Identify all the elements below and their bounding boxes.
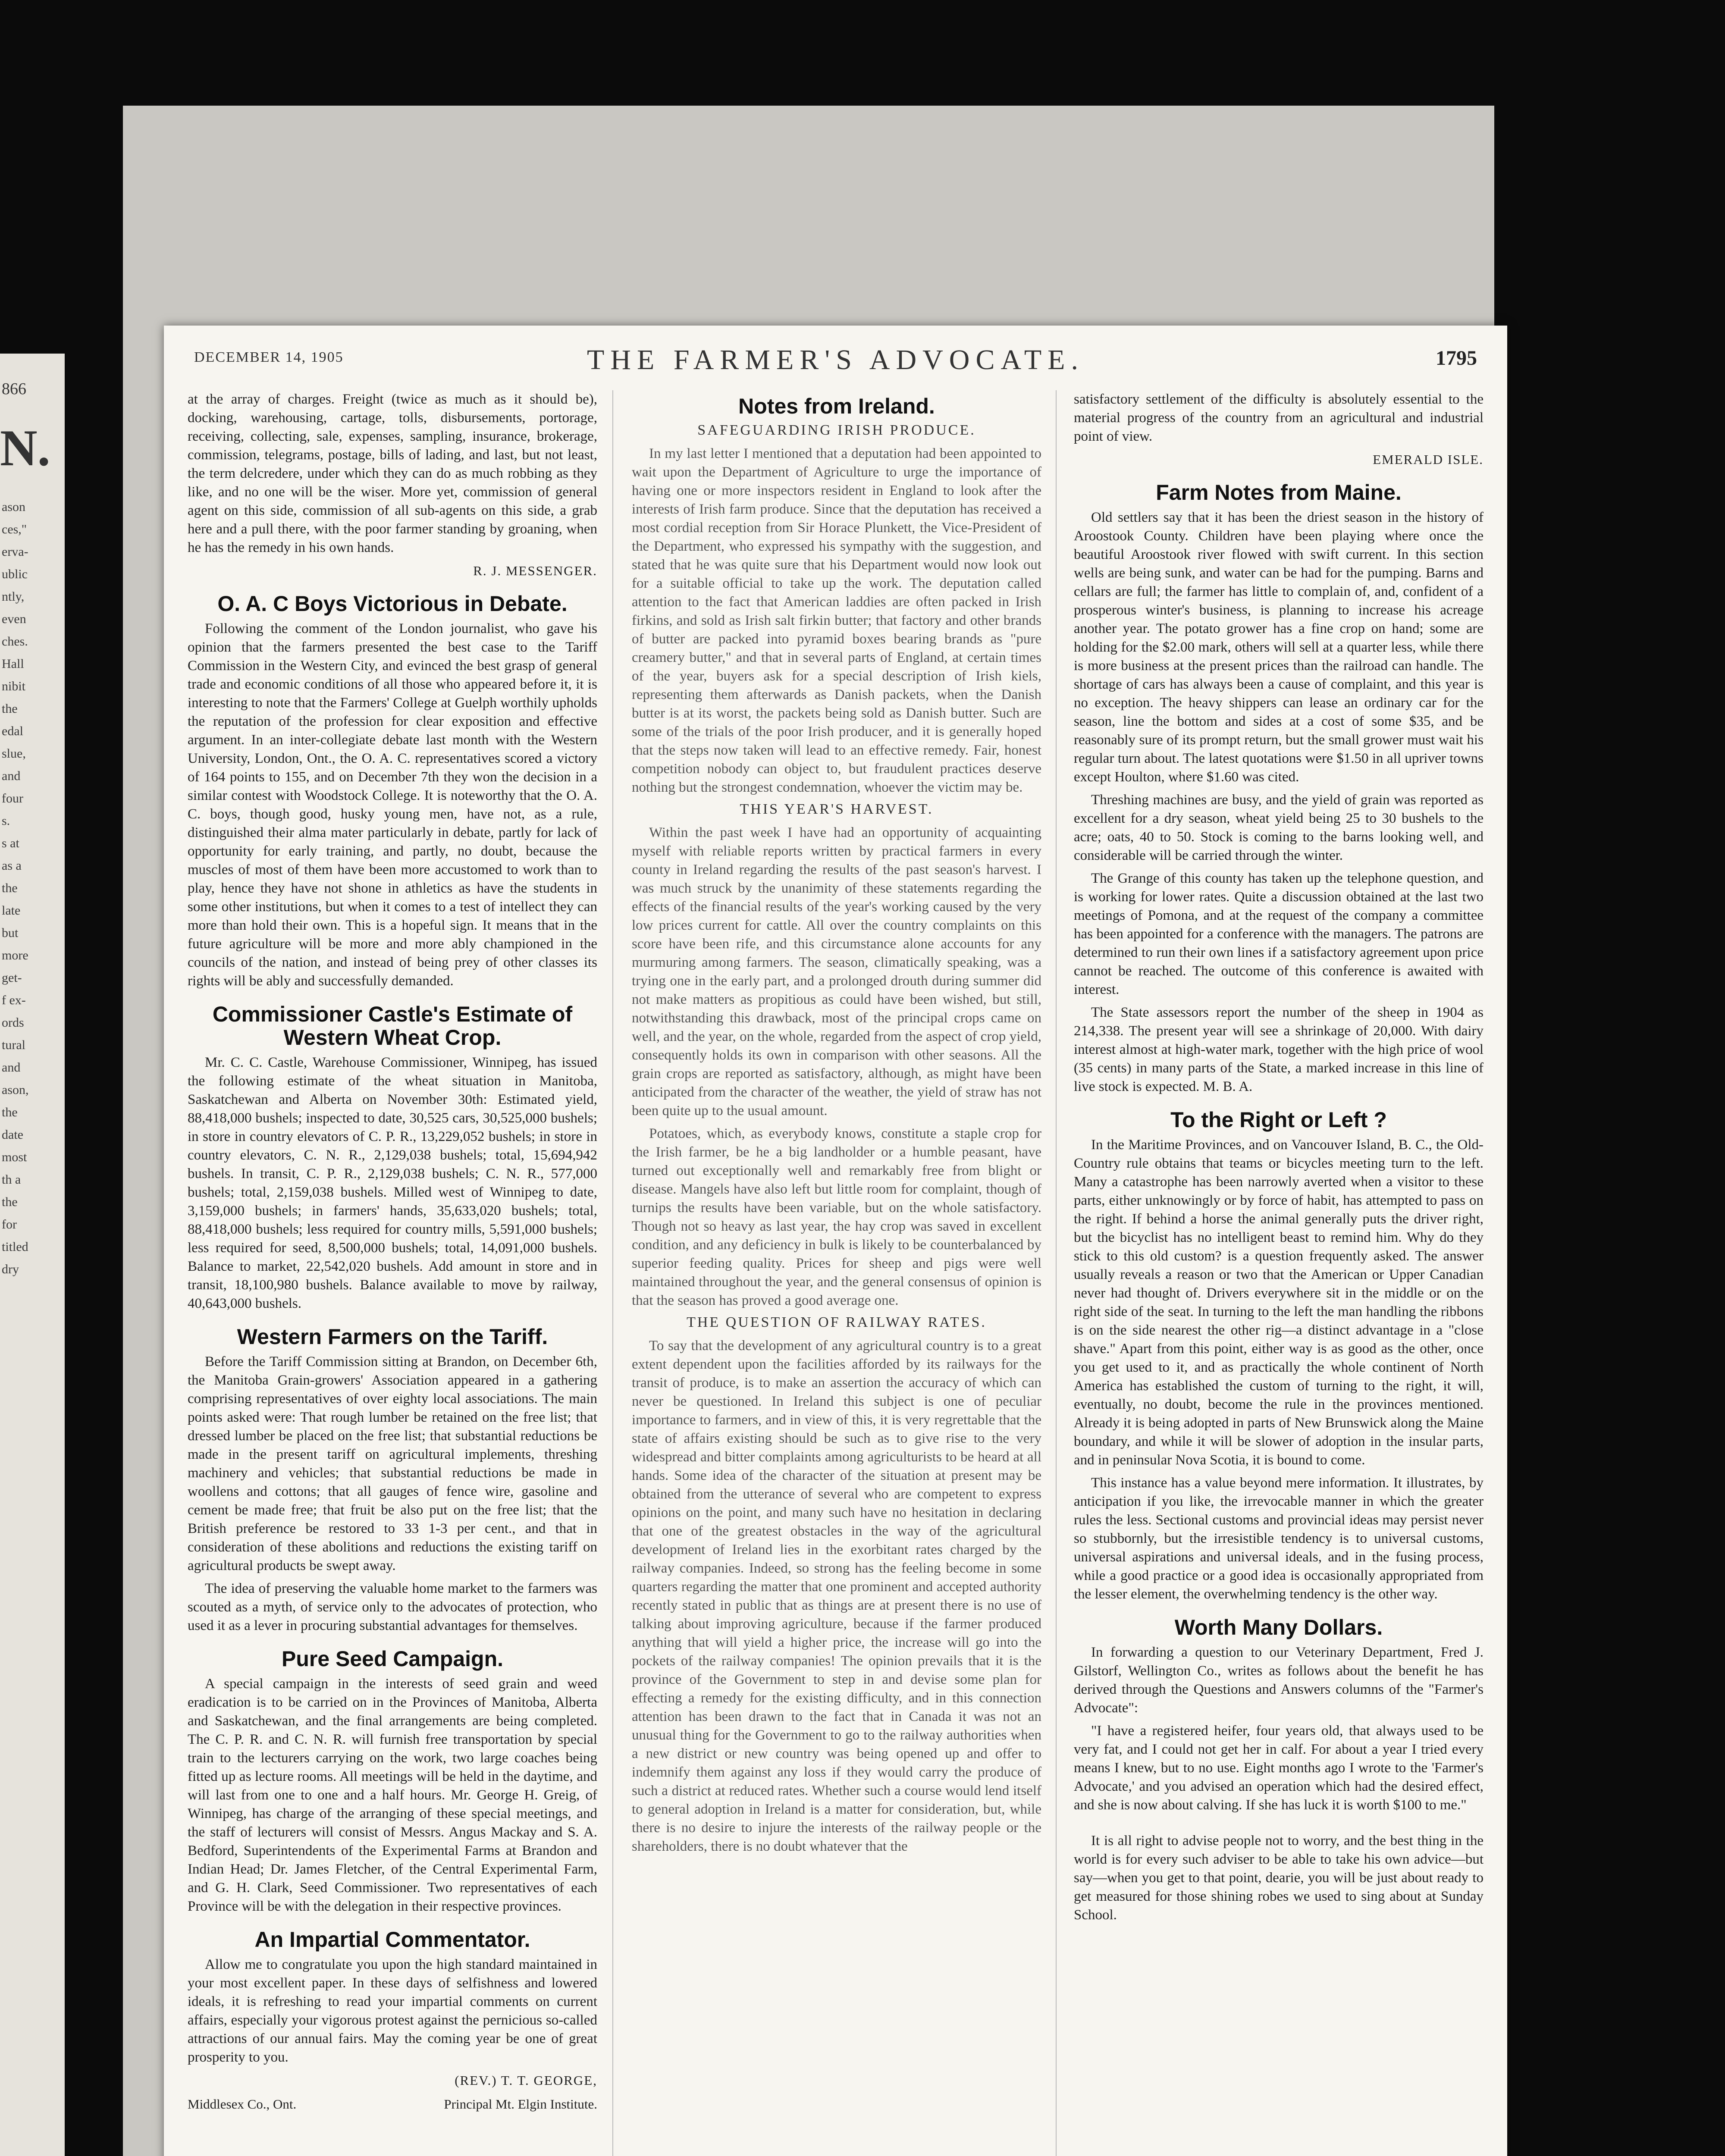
article-text: It is all right to advise people not to worry, and the best thing in the world is for every such adviser to be able to take his own advice—but say—when you get to that point, dearie, you will be just about ready to get measured for those shining robes we used to sing about at Sunday School. (1074, 1833, 1484, 1923)
article-text: Before the Tariff Commission sitting at Brandon, on December 6th, the Manitoba Grain-growers' Association appeared in a gathering comprising representatives of over eighty local associations. The main points asked were: That rough lumber be retained on the free list; that dressed lumber be placed on the free list; that substantial reductions be made in the present tariff on agricultural implements, threshing machinery and vehicles; that substantial reductions be made in woollens and cottons; that all gauges of fence wire, gasoline and cement be made free; that fruit be also put on the free list; that the British preference be restored to 33 1-3 per cent., and that in consideration of these abolitions and reductions the existing tariff on agricultural products be swept away. (188, 1354, 597, 1573)
article-text: The State assessors report the number of the sheep in 1904 as 214,338. The present year will see a shrinkage of 20,000. With dairy interest almost at high-water mark, together with the high price of wool (35 cents) in many parts of the State, a marked increase in this line of live stock is expected. M. B. A. (1074, 1005, 1484, 1094)
article-signature-line (188, 2095, 597, 2113)
adjacent-page-fragment: date (2, 1128, 23, 1142)
article-heading: Farm Notes from Maine. (1156, 480, 1402, 505)
masthead (164, 326, 1507, 386)
adjacent-page-fragment: tural (2, 1038, 25, 1052)
article-subheading: THE QUESTION OF RAILWAY RATES. (687, 1314, 987, 1330)
adjacent-page-fragment: the (2, 881, 18, 895)
issue-date: DECEMBER 14, 1905 (194, 349, 344, 365)
article-text: In forwarding a question to our Veterinary Department, Fred J. Gilstorf, Wellington Co., writes as follows about the benefit he has derived through the Questions and Answers columns of the "Farmer's Advocate": (1074, 1645, 1484, 1716)
adjacent-page-fragment: ason, (2, 1083, 29, 1097)
adjacent-page-fragment: most (2, 1150, 27, 1164)
article-text: Threshing machines are busy, and the yield of grain was reported as excellent for a dry season, wheat yield being 25 to 30 bushels to the acre; oats, 40 to 50. Stock is coming to the barns looking well, and considerable will be carried through the winter. (1074, 792, 1484, 863)
adjacent-page-fragment: dry (2, 1262, 19, 1276)
adjacent-page-fragment: even (2, 612, 26, 626)
column-3 (1074, 390, 1484, 1929)
article-text: Mr. C. C. Castle, Warehouse Commissioner, Winnipeg, has issued the following estimate of the wheat situation in Manitoba, Saskatchewan and Alberta on November 30th: Estimated yield, 88,418,000 bushels; inspected to date, 30,525 cars, 30,525,000 bushels; in store in country elevators of C. P. R., 13,229,052 bushels; in store in country elevators, C. N. R., 2,129,038 bushels; total, 15,694,942 bushels. In transit, C. P. R., 2,129,038 bushels; C. N. R., 577,000 bushels; total, 2,159,038 bushels. Milled west of Winnipeg to date, 3,159,000 bushels; in farmers' hands, 35,633,020 bushels; total, 88,418,000 bushels; less required for country mills, 5,591,000 bushels; less required for seed, 8,500,000 bushels; total, 14,091,000 bushels. Balance to market, 22,542,020 bushels. Add amount in store and in transit, 18,100,980 bushels. Balance available to move by railway, 40,643,000 bushels. (188, 1055, 597, 1311)
adjacent-page-fragment: s. (2, 814, 10, 828)
adjacent-page-fragment: as a (2, 859, 22, 873)
article-text: Old settlers say that it has been the driest season in the history of Aroostook County. Children have been playing where once the beautiful Aroostook river flowed with swift current. In this section wells are being sunk, and water can be had for the pumping. Barns and cellars are full; the farmer has little to complain of, and, confident of a prosperous winter's business, is planning to increase his acreage another year. The potato grower has a fine crop on hand; some are holding for the $2.00 mark, others will sell at a quarter less, while there is more business at the present prices than the railroad can handle. The shortage of cars has always been a cause of complaint, and this year is no exception. The heavy shippers can lease an ordinary car for the season, line the bottom and sides at a cost of some $35, and be reasonably sure of its prompt return, but the small grower must wait his regular turn about. The latest quotations were $1.50 in all upriver towns except Houlton, where $1.60 was cited. (1074, 510, 1484, 785)
adjacent-page-fragment: ublic (2, 567, 28, 581)
adjacent-page-strip (0, 354, 65, 2156)
adjacent-page-fragment: th a (2, 1172, 21, 1187)
article-heading: O. A. C Boys Victorious in Debate. (217, 592, 568, 616)
publication-title: THE FARMER'S ADVOCATE. (587, 344, 1084, 376)
adjacent-page-fragment: and (2, 769, 21, 783)
article-heading: Western Farmers on the Tariff. (237, 1325, 548, 1349)
adjacent-page-fragments (2, 496, 62, 1281)
article-text: satisfactory settlement of the difficulty is absolutely essential to the material progress of the country from an agricultural and industrial point of view. (1074, 392, 1484, 444)
adjacent-page-fragment: f ex- (2, 993, 26, 1007)
adjacent-page-fragment: ords (2, 1015, 24, 1030)
adjacent-page-fragment: s at (2, 836, 19, 850)
article-text: This instance has a value beyond mere information. It illustrates, by anticipation if you like, the irrevocable manner in which the greater rules the less. Sectional customs and provincial ideas may persist never so stubbornly, but the irresistible tendency is to universal customs, universal aspirations and universal ideals, and in the fusing process, while a good practice or a good idea is occasionally appropriated from the lesser element, the overwhelming tendency is the other way. (1074, 1475, 1484, 1602)
adjacent-page-fragment: for (2, 1217, 17, 1232)
adjacent-page-number: 866 (2, 380, 26, 398)
article-text: In the Maritime Provinces, and on Vancouver Island, B. C., the Old-Country rule obtains that teams or bicycles meeting turn to the left. Many a catastrophe has been narrowly averted when a visitor to these parts, either unknowingly or by force of habit, has attempted to pass on the right. If behind a horse the animal generally puts the driver right, but the bicyclist has no intelligent beast to remind him. Why do they stick to this old custom? is a question frequently asked. The answer usually reveals a reason or two that the American or Upper Canadian never had thought of. Drivers everywhere sit in the middle or on the right side of the seat. In turning to the left the man handling the ribbons is on the side nearest the other rig—a distinct advantage in a "close shave." Apart from this point, either way is as good as the other, once you get used to it, and as practically the whole continent of North America has established the custom of turning to the right, it will, eventually, no doubt, become the rule in the provinces mentioned. Already it is being adopted in parts of New Brunswick along the Maine boundary, and while it will be slower of adoption in the insular parts, and in peninsular Nova Scotia, it is bound to come. (1074, 1137, 1484, 1468)
adjacent-page-letter: N. (0, 419, 50, 476)
column-rule (612, 390, 613, 2156)
article-text: The Grange of this county has taken up the telephone question, and is working for lower rates. Quite a discussion obtained at the last two meetings of Pomona, and at the request of the company a committee has been appointed for a conference with the managers. The patrons are determined to run their own lines if a satisfactory agreement upon price cannot be reached. The outcome of this conference is awaited with interest. (1074, 871, 1484, 997)
article-heading: To the Right or Left ? (1170, 1108, 1387, 1132)
adjacent-page-fragment: the (2, 1195, 18, 1209)
adjacent-page-fragment: nibit (2, 679, 26, 693)
article-signature: (REV.) T. T. GEORGE, (455, 2073, 597, 2088)
column-rule (1056, 390, 1057, 2156)
adjacent-page-fragment: the (2, 702, 18, 716)
adjacent-page-fragment: and (2, 1060, 21, 1075)
page-number: 1795 (1436, 347, 1477, 370)
article-signature: R. J. MESSENGER. (473, 563, 597, 578)
signature-title: Principal Mt. Elgin Institute. (444, 2096, 597, 2112)
article-text: Potatoes, which, as everybody knows, constitute a staple crop for the Irish farmer, be he a big landholder or a humble peasant, have turned out exceptionally well and remarkably free from blight or disease. Mangels have also left but little room for complaint, though of turnips the results have been variable, but on the whole satisfactory. Though not so heavy as last year, the hay crop was saved in excellent condition, and any deficiency in bulk is likely to be counterbalanced by superior feeding quality. Prices for sheep and pigs were well maintained throughout the year, and the general consensus of opinion is that the season has proved a good average one. (632, 1126, 1041, 1308)
article-subheading: SAFEGUARDING IRISH PRODUCE. (697, 422, 976, 438)
article-heading: Worth Many Dollars. (1174, 1615, 1383, 1639)
adjacent-page-fragment: the (2, 1105, 18, 1119)
article-heading: Commissioner Castle's Estimate of Western Wheat Crop. (212, 1002, 573, 1050)
article-text: Following the comment of the London journalist, who gave his opinion that the farmers presented the best case to the Tariff Commission in the Western City, and evinced the best grasp of general trade and economic conditions of all those who appeared before it, it is interesting to note that the Farmers' College at Guelph worthily upholds the reputation of the profession for clear exposition and effective argument. In an inter-collegiate debate last month with the Western University, London, Ont., the O. A. C. representatives scored a victory of 164 points to 155, and on December 7th they won the decision in a similar contest with Woodstock College. It is noteworthy that the O. A. C. boys, though good, husky young men, have not, as a rule, distinguished their alma mater particularly in debate, partly for lack of opportunity for early training, and partly, no doubt, because the muscles of most of them have been more accustomed to work than to play, hence they have not shone in athletics as have the students in some other institutions, but when it comes to a test of intellect they can more than hold their own. This is a hopeful sign. It means that in the future agriculture will be more and more ably championed in the councils of the nation, and instead of being prey of other classes its rights will be ably and successfully demanded. (188, 621, 597, 989)
article-text: Within the past week I have had an opportunity of acquainting myself with reliable reports written by practical farmers in every county in Ireland regarding the results of the past season's harvest. I was much struck by the unanimity of these statements regarding the effects of the financial results of the year's working caused by the very low prices current for cattle. All over the country complaints on this score have been rife, and this circumstance alone accounts for any murmuring among farmers. The season, climatically speaking, was a trying one in the early part, and a prolonged drouth during summer did not make matters as propitious as could have been wished, but still, notwithstanding this drawback, most of the principal crops came on well, and the year, on the whole, regarded from the aspect of crop yield, consequently holds its own in comparison with other seasons. All the grain crops are reported as satisfactory, although, as might have been anticipated from the character of the weather, the yield of straw has not been quite up to the usual amount. (632, 825, 1041, 1119)
adjacent-page-fragment: but (2, 926, 19, 940)
column-1 (188, 390, 597, 2118)
adjacent-page-fragment: Hall (2, 657, 24, 671)
article-text: The idea of preserving the valuable home market to the farmers was scouted as a myth, of service only to the advocates of protection, who used it as a lever in procuring substantial advantages for themselves. (188, 1581, 597, 1633)
article-text: Allow me to congratulate you upon the high standard maintained in your most excellent paper. In these days of selfishness and lowered ideals, it is refreshing to read your impartial comments on current affairs, especially your vigorous protest against the pernicious so-called attractions of our annual fairs. May the coming year be one of great prosperity to you. (188, 1957, 597, 2065)
article-text: at the array of charges. Freight (twice as much as it should be), docking, warehousing, cartage, tolls, disbursements, portorage, receiving, collecting, sale, expenses, sampling, insurance, brokerage, commission, telegrams, postage, bills of lading, and last, but not least, the term delcredere, under which they can do as much robbing as they like, and no one will be the wiser. More yet, commission of general agent on this side, commission of all sub-agents on this side, a grab here and a pull there, with the poor farmer standing by groaning, when he has the remedy in his own hands. (188, 392, 597, 555)
adjacent-page-fragment: slue, (2, 746, 26, 761)
adjacent-page-fragment: get- (2, 971, 22, 985)
adjacent-page-fragment: titled (2, 1240, 28, 1254)
adjacent-page-fragment: four (2, 791, 23, 805)
adjacent-page-fragment: more (2, 948, 28, 962)
article-heading: Notes from Ireland. (738, 394, 935, 418)
article-text: In my last letter I mentioned that a deputation had been appointed to wait upon the Department of Agriculture to urge the importance of having one or more inspectors resident in England to look after the interests of Irish farm produce. Since that the deputation has received a most cordial reception from Sir Horace Plunkett, the Vice-President of the Department, who expressed his sympathy with the suggestion, and stated that he was quite sure that his Department would now look out for a suitable official to take up the work. The deputation called attention to the fact that American laddies are often packed in Irish firkins, and sold as Irish salt firkin butter; that factory and other brands of butter are packed into pyramid boxes bearing brands as "pure creamery butter," and that in several parts of England, at certain times of the year, buyers ask for a special description of Irish kiels, representing them afterwards as Danish packets, when the Danish butter is at its worst, the packets being sold as Danish butter. Such are some of the trials of the poor Irish producer, and it is generally hoped that the steps now taken will lead to an effective remedy. Fair, honest competition nobody can object to, but fraudulent practices deserve nothing but the strongest condemnation, whoever the victim may be. (632, 446, 1041, 795)
article-subheading: THIS YEAR'S HARVEST. (740, 801, 934, 817)
column-2 (632, 390, 1041, 1860)
article-text: To say that the development of any agricultural country is to a great extent dependent upon the facilities afforded by its railways for the transit of produce, is to make an assertion the accuracy of which can never be questioned. In Ireland this subject is one of peculiar importance to farmers, and in view of this, it is very regrettable that the state of affairs existing should be such as to give rise to the very widespread and bitter complaints among agriculturists to be heard at all hands. Some idea of the character of the situation at present may be obtained from the utterance of several who are competent to express opinions on the point, and many such have no hesitation in declaring that one of the greatest obstacles in the way of the agricultural development of Ireland lies in the exorbitant rates charged by the railway companies. Indeed, so strong has the feeling become in some quarters regarding the matter that one prominent and accepted authority recently stated in public that as things are at present there is no use of talking about improving agriculture, because if the farmer produced anything that will yield a higher price, the increase will go into the pockets of the railway companies! The opinion prevails that it is the province of the Government to step in and devise some plan for effecting a remedy for the existing difficulty, and in this connection attention has been drawn to the fact that in Canada it was not an unusual thing for the Government to go to the railway authorities when a new district or new country was being opened up and offer to indemnify them against any loss if they would carry the produce of such a district at reduced rates. Whether such a course would lend itself to general adoption in Ireland is a matter for consideration, but, while there is no desire to injure the interests of the railway people or the shareholders, there is no doubt whatever that the (632, 1338, 1041, 1854)
adjacent-page-fragment: erva- (2, 545, 28, 559)
adjacent-page-fragment: ason (2, 500, 25, 514)
signature-location: Middlesex Co., Ont. (188, 2096, 297, 2112)
article-text: A special campaign in the interests of seed grain and weed eradication is to be carried on in the Provinces of Manitoba, Alberta and Saskatchewan, and the final arrangements are being completed. The C. P. R. and C. N. R. will furnish free transportation by special train to the lecturers carrying on the work, two large coaches being fitted up as lecture rooms. All meetings will be held in the daytime, and will last from one to one and a half hours. Mr. George H. Greig, of Winnipeg, has charge of the arranging of these special meetings, and the staff of lecturers will consist of Messrs. Angus Mackay and S. A. Bedford, Superintendents of the Experimental Farms at Brandon and Indian Head; Dr. James Fletcher, of the Central Experimental Farm, and G. H. Clark, Seed Commissioner. Two representatives of each Province will be with the delegation in their respective provinces. (188, 1676, 597, 1914)
adjacent-page-fragment: ntly, (2, 589, 25, 604)
article-heading: Pure Seed Campaign. (281, 1647, 504, 1671)
article-signature: EMERALD ISLE. (1373, 452, 1484, 467)
adjacent-page-fragment: late (2, 903, 21, 918)
article-heading: An Impartial Commentator. (254, 1927, 530, 1952)
newspaper-page (164, 326, 1507, 2156)
article-text: "I have a registered heifer, four years old, that always used to be very fat, and I could not get her in calf. For about a year I tried every means I knew, but to no use. Eight months ago I wrote to the 'Farmer's Advocate,' and you advised an operation which had the desired effect, and she is now about calving. If she has luck it is worth $100 to me." (1074, 1723, 1484, 1813)
adjacent-page-fragment: ches. (2, 634, 28, 649)
adjacent-page-fragment: ces," (2, 522, 27, 536)
adjacent-page-fragment: edal (2, 724, 23, 738)
